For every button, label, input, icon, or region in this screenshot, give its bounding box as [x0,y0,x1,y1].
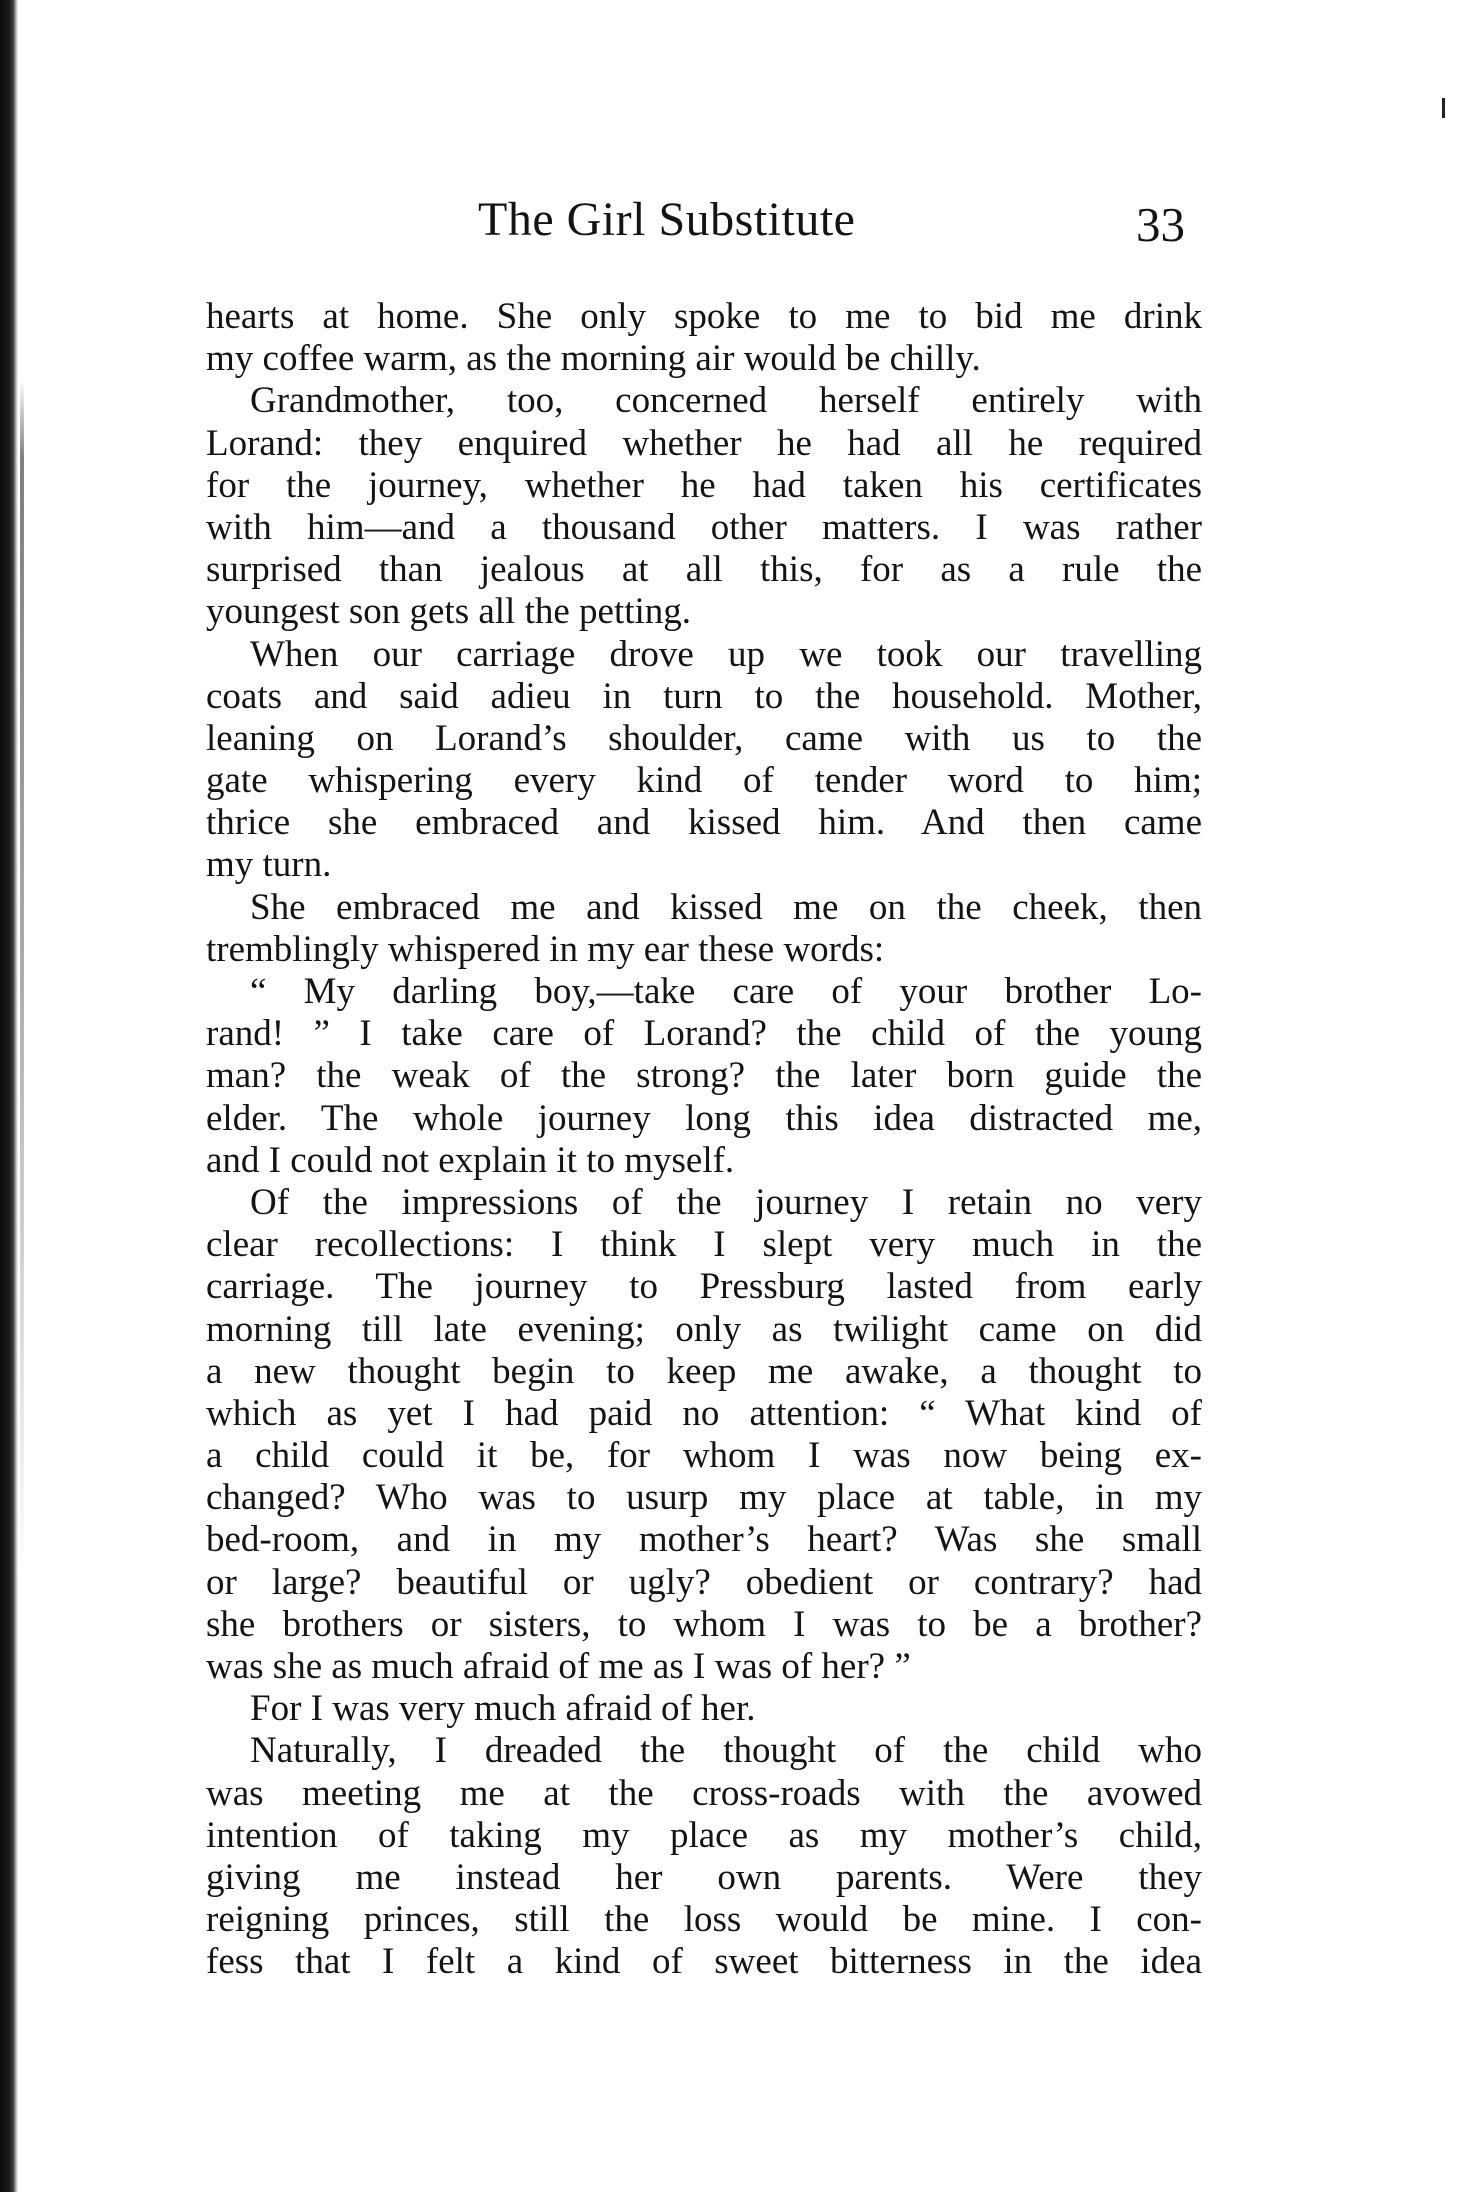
text-line: my coffee warm, as the morning air would be chilly. [206,338,981,380]
text-line: hearts at home. She only spoke to me to bid me drink [206,296,1202,337]
text-line: Naturally, I dreaded the thought of the child who [250,1730,1202,1772]
text-line: she brothers or sisters, to whom I was to be a brother? [206,1603,1202,1645]
text-line: changed? Who was to usurp my place at table, in my [206,1477,1202,1519]
text-line: which as yet I had paid no attention: “ What kind of [206,1392,1202,1434]
text-line: bed-room, and in my mother’s heart? Was she small [206,1519,1202,1561]
text-line: carriage. The journey to Pressburg lasted from early [206,1266,1202,1308]
text-line: or large? beautiful or ugly? obedient or contrary? had [206,1561,1202,1603]
page-binding-shadow [20,380,24,1580]
text-line: a new thought begin to keep me awake, a thought to [206,1350,1202,1392]
page-edge-mark [1442,98,1445,118]
text-line: coats and said adieu in turn to the household. Mother, [206,675,1202,717]
text-line: Of the impressions of the journey I retain no very [250,1181,1202,1223]
text-line: intention of taking my place as my mother’s child, [206,1814,1202,1856]
text-line: was meeting me at the cross-roads with the avowed [206,1772,1202,1814]
text-line: youngest son gets all the petting. [206,591,692,633]
text-line: Lorand: they enquired whether he had all he required [206,422,1202,464]
text-line: rand! ” I take care of Lorand? the child of the young [206,1013,1202,1055]
text-line: fess that I felt a kind of sweet bitterness in the idea [206,1941,1202,1983]
body-text [206,296,1202,1984]
text-line: elder. The whole journey long this idea distracted me, [206,1097,1202,1139]
page-binding-edge [0,0,18,2192]
text-line: my turn. [206,844,332,886]
text-line: leaning on Lorand’s shoulder, came with us to the [206,717,1202,759]
text-line: tremblingly whispered in my ear these words: [206,928,885,970]
text-line: and I could not explain it to myself. [206,1139,735,1181]
text-line: She embraced me and kissed me on the cheek, then [250,886,1202,928]
text-line: a child could it be, for whom I was now being ex- [206,1435,1202,1477]
text-line: reigning princes, still the loss would be mine. I con- [206,1899,1202,1941]
text-line: giving me instead her own parents. Were they [206,1856,1202,1898]
text-line: thrice she embraced and kissed him. And then came [206,802,1202,844]
page-number: 33 [1136,197,1185,252]
text-line: “ My darling boy,—take care of your brother Lo- [250,971,1202,1012]
text-line: Grandmother, too, concerned herself entirely with [250,380,1202,422]
running-head [0,186,1480,266]
text-line: man? the weak of the strong? the later born guide the [206,1055,1202,1097]
text-line: gate whispering every kind of tender word to him; [206,760,1202,802]
text-line: was she as much afraid of me as I was of her? ” [206,1646,911,1687]
running-title: The Girl Substitute [478,193,856,246]
text-line: morning till late evening; only as twilight came on did [206,1308,1202,1350]
text-line: When our carriage drove up we took our travelling [250,633,1202,675]
text-line: For I was very much afraid of her. [250,1688,756,1730]
text-line: clear recollections: I think I slept very much in the [206,1224,1202,1266]
text-line: with him—and a thousand other matters. I was rather [206,506,1202,548]
text-line: surprised than jealous at all this, for as a rule the [206,549,1202,591]
text-line: for the journey, whether he had taken his certificates [206,464,1202,506]
